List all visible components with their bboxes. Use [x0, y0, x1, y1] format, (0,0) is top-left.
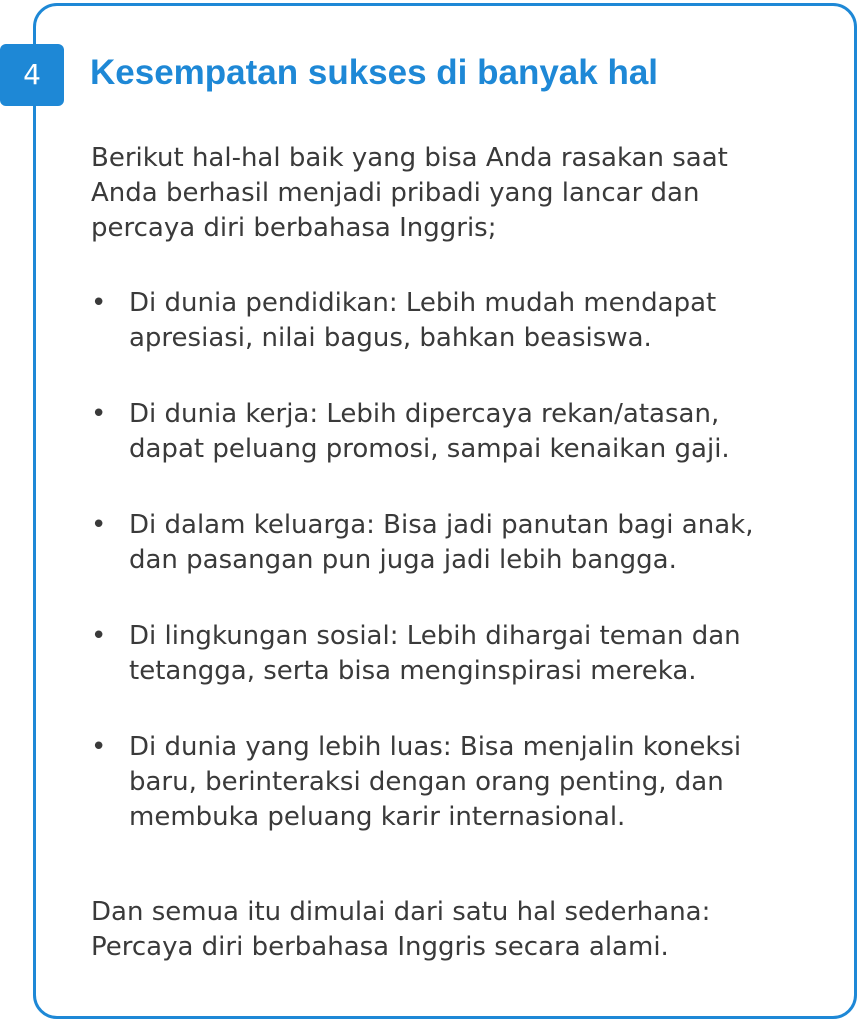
list-item: [91, 397, 831, 467]
list-item: [91, 286, 831, 356]
list-item-line: dan pasangan pun juga jadi lebih bangga.: [129, 545, 677, 575]
list-item-line: Di dunia kerja: Lebih dipercaya rekan/atasan,: [129, 399, 720, 429]
list-item-line: Di dalam keluarga: Bisa jadi panutan bagi anak,: [129, 510, 754, 540]
bullet-icon: •: [91, 621, 107, 651]
outro-line: Percaya diri berbahasa Inggris secara alami.: [91, 932, 669, 962]
list-item-line: membuka peluang karir internasional.: [129, 802, 626, 832]
bullet-icon: •: [91, 510, 107, 540]
outro-line: Dan semua itu dimulai dari satu hal sederhana:: [91, 897, 711, 927]
outro-paragraph: [91, 895, 710, 965]
list-item: [91, 508, 831, 578]
list-item-line: Di dunia yang lebih luas: Bisa menjalin koneksi: [129, 732, 742, 762]
list-item: [91, 619, 831, 689]
bullet-icon: •: [91, 399, 107, 429]
list-item-line: tetangga, serta bisa menginspirasi mereka.: [129, 656, 697, 686]
list-item-line: apresiasi, nilai bagus, bahkan beasiswa.: [129, 323, 652, 353]
list-item-line: dapat peluang promosi, sampai kenaikan gaji.: [129, 434, 730, 464]
intro-line: Anda berhasil menjadi pribadi yang lancar dan: [91, 178, 700, 208]
intro-paragraph: [91, 141, 728, 246]
benefits-list: [91, 286, 831, 876]
bullet-icon: •: [91, 288, 107, 318]
list-item-line: Di dunia pendidikan: Lebih mudah mendapat: [129, 288, 717, 318]
list-item-line: baru, berinteraksi dengan orang penting, dan: [129, 767, 724, 797]
list-item: [91, 730, 831, 835]
bullet-icon: •: [91, 732, 107, 762]
intro-line: Berikut hal-hal baik yang bisa Anda rasakan saat: [91, 143, 728, 173]
intro-line: percaya diri berbahasa Inggris;: [91, 213, 497, 243]
section-number-badge: 4: [0, 44, 64, 106]
section-title: Kesempatan sukses di banyak hal: [90, 53, 659, 92]
list-item-line: Di lingkungan sosial: Lebih dihargai teman dan: [129, 621, 741, 651]
